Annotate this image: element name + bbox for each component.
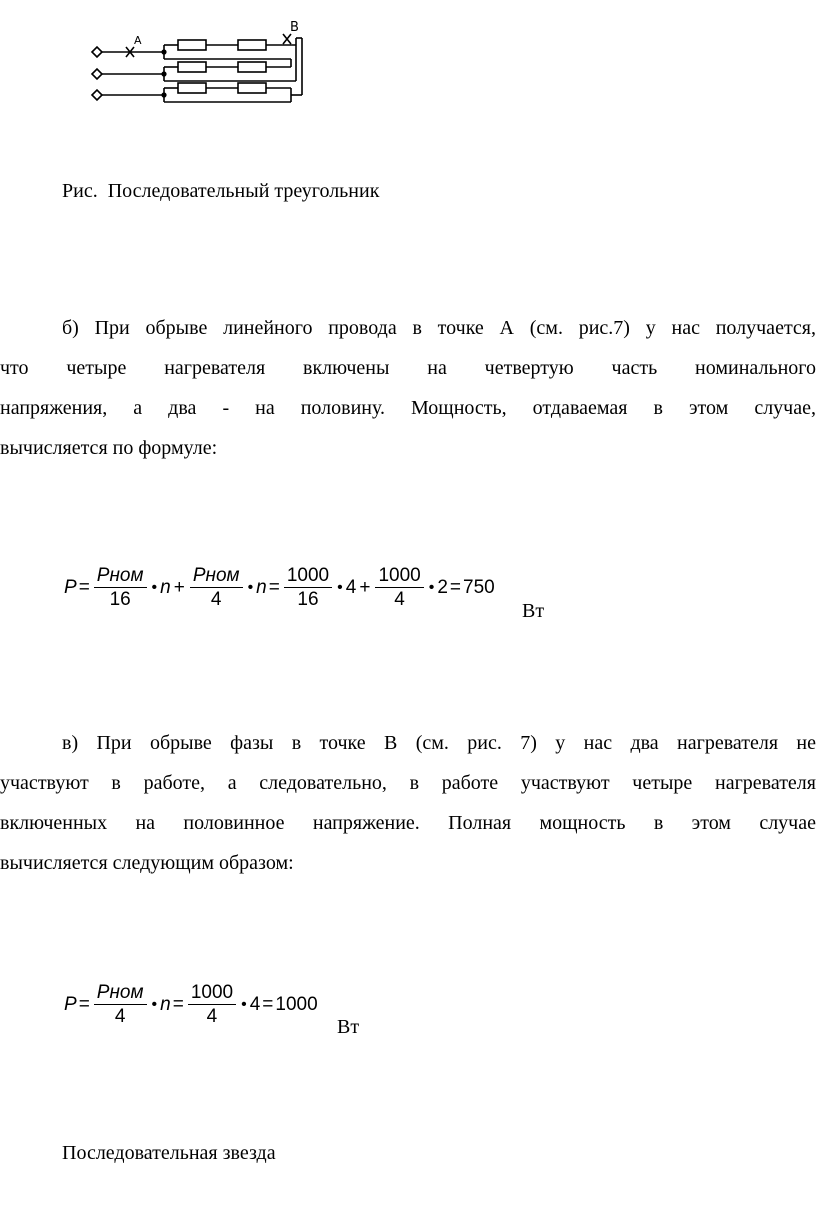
formula-1-eq-3: = — [449, 577, 462, 598]
formula-2 — [64, 983, 318, 1027]
formula-1-dot-4: • — [428, 579, 435, 596]
formula-1-eq: = — [78, 577, 90, 598]
formula-2-fraction-2-num: 1000 — [188, 983, 236, 1005]
formula-2-fraction-2-den: 4 — [206, 1006, 218, 1027]
paragraph-c-line-4: вычисляется следующим образом: — [0, 852, 294, 874]
paragraph-b-line-2: что четыре нагревателя включены на четвертую часть номинального — [0, 357, 816, 379]
formula-2-result: 1000 — [275, 994, 318, 1015]
formula-2-fraction-1-num: Pном — [94, 983, 147, 1005]
paragraph-b — [0, 308, 816, 468]
formula-2-eq-3: = — [262, 994, 274, 1015]
formula-1-fraction-3-den: 16 — [297, 589, 319, 610]
formula-1-plus-1: + — [173, 577, 185, 598]
paragraph-c — [0, 723, 816, 883]
break-mark-b — [283, 34, 291, 44]
formula-2-n: n — [160, 994, 171, 1015]
heater-1 — [178, 40, 206, 50]
formula-1-dot-1: • — [151, 579, 158, 596]
junction-dot-2 — [161, 71, 166, 76]
junction-dot-3 — [161, 92, 166, 97]
formula-1-dot-3: • — [337, 579, 343, 596]
formula-1-result: 750 — [463, 577, 495, 598]
terminal-2 — [92, 69, 102, 79]
formula-1 — [64, 566, 495, 610]
heater-6 — [238, 83, 266, 93]
formula-2-fraction-1 — [94, 983, 147, 1027]
formula-1-fraction-3 — [284, 566, 332, 610]
formula-2-dot-1: • — [151, 996, 158, 1013]
formula-2-p: P — [64, 994, 77, 1015]
formula-1-k1: 4 — [345, 577, 357, 598]
paragraph-c-line-3: включенных на половинное напряжение. Полная мощность в этом случае — [0, 812, 816, 834]
formula-2-dot-2: • — [241, 996, 247, 1013]
formula-1-fraction-1 — [94, 566, 147, 610]
formula-2-fraction-2 — [188, 983, 236, 1027]
formula-1-k2: 2 — [437, 577, 448, 598]
formula-1-n-2: n — [256, 577, 267, 598]
series-delta-circuit-diagram — [88, 18, 318, 113]
paragraph-b-line-4: вычисляется по формуле: — [0, 437, 218, 459]
formula-2-k: 4 — [249, 994, 261, 1015]
heater-4 — [238, 62, 266, 72]
label-point-a: A — [134, 34, 142, 47]
formula-1-n-1: n — [160, 577, 171, 598]
formula-1-dot-2: • — [247, 579, 254, 596]
formula-1-fraction-4-den: 4 — [394, 589, 405, 610]
terminal-1 — [92, 47, 102, 57]
formula-1-fraction-4 — [375, 566, 423, 610]
formula-1-fraction-2 — [190, 566, 243, 610]
heater-5 — [178, 83, 206, 93]
paragraph-c-line-2: участвуют в работе, а следовательно, в работе участвуют четыре нагревателя — [0, 772, 816, 794]
paragraph-c-line-1: в) При обрыве фазы в точке В (см. рис. 7) у нас два нагревателя не — [62, 732, 816, 754]
formula-2-eq-2: = — [172, 994, 184, 1015]
label-point-b: B — [290, 20, 299, 35]
terminal-3 — [92, 90, 102, 100]
figure-caption: Рис. Последовательный треугольник — [62, 180, 380, 202]
heater-2 — [238, 40, 266, 50]
formula-2-eq: = — [78, 994, 90, 1015]
junction-dot-1 — [161, 49, 166, 54]
formula-2-unit: Вт — [337, 1016, 360, 1038]
formula-1-fraction-4-num: 1000 — [375, 566, 423, 588]
formula-1-p: P — [64, 577, 77, 598]
paragraph-b-line-3: напряжения, а два - на половину. Мощность, отдаваемая в этом случае, — [0, 397, 816, 419]
formula-1-fraction-1-den: 16 — [109, 589, 131, 610]
formula-1-fraction-2-den: 4 — [210, 589, 222, 610]
section-heading-series-star: Последовательная звезда — [62, 1142, 276, 1164]
paragraph-b-line-1: б) При обрыве линейного провода в точке А (см. рис.7) у нас получается, — [62, 317, 816, 339]
formula-1-eq-2: = — [268, 577, 280, 598]
formula-1-unit: Вт — [522, 600, 545, 622]
formula-1-plus-2: + — [359, 577, 371, 598]
formula-1-fraction-1-num: Pном — [94, 566, 147, 588]
heater-3 — [178, 62, 206, 72]
formula-1-fraction-2-num: Pном — [190, 566, 243, 588]
formula-1-fraction-3-num: 1000 — [284, 566, 332, 588]
formula-2-fraction-1-den: 4 — [114, 1006, 126, 1027]
